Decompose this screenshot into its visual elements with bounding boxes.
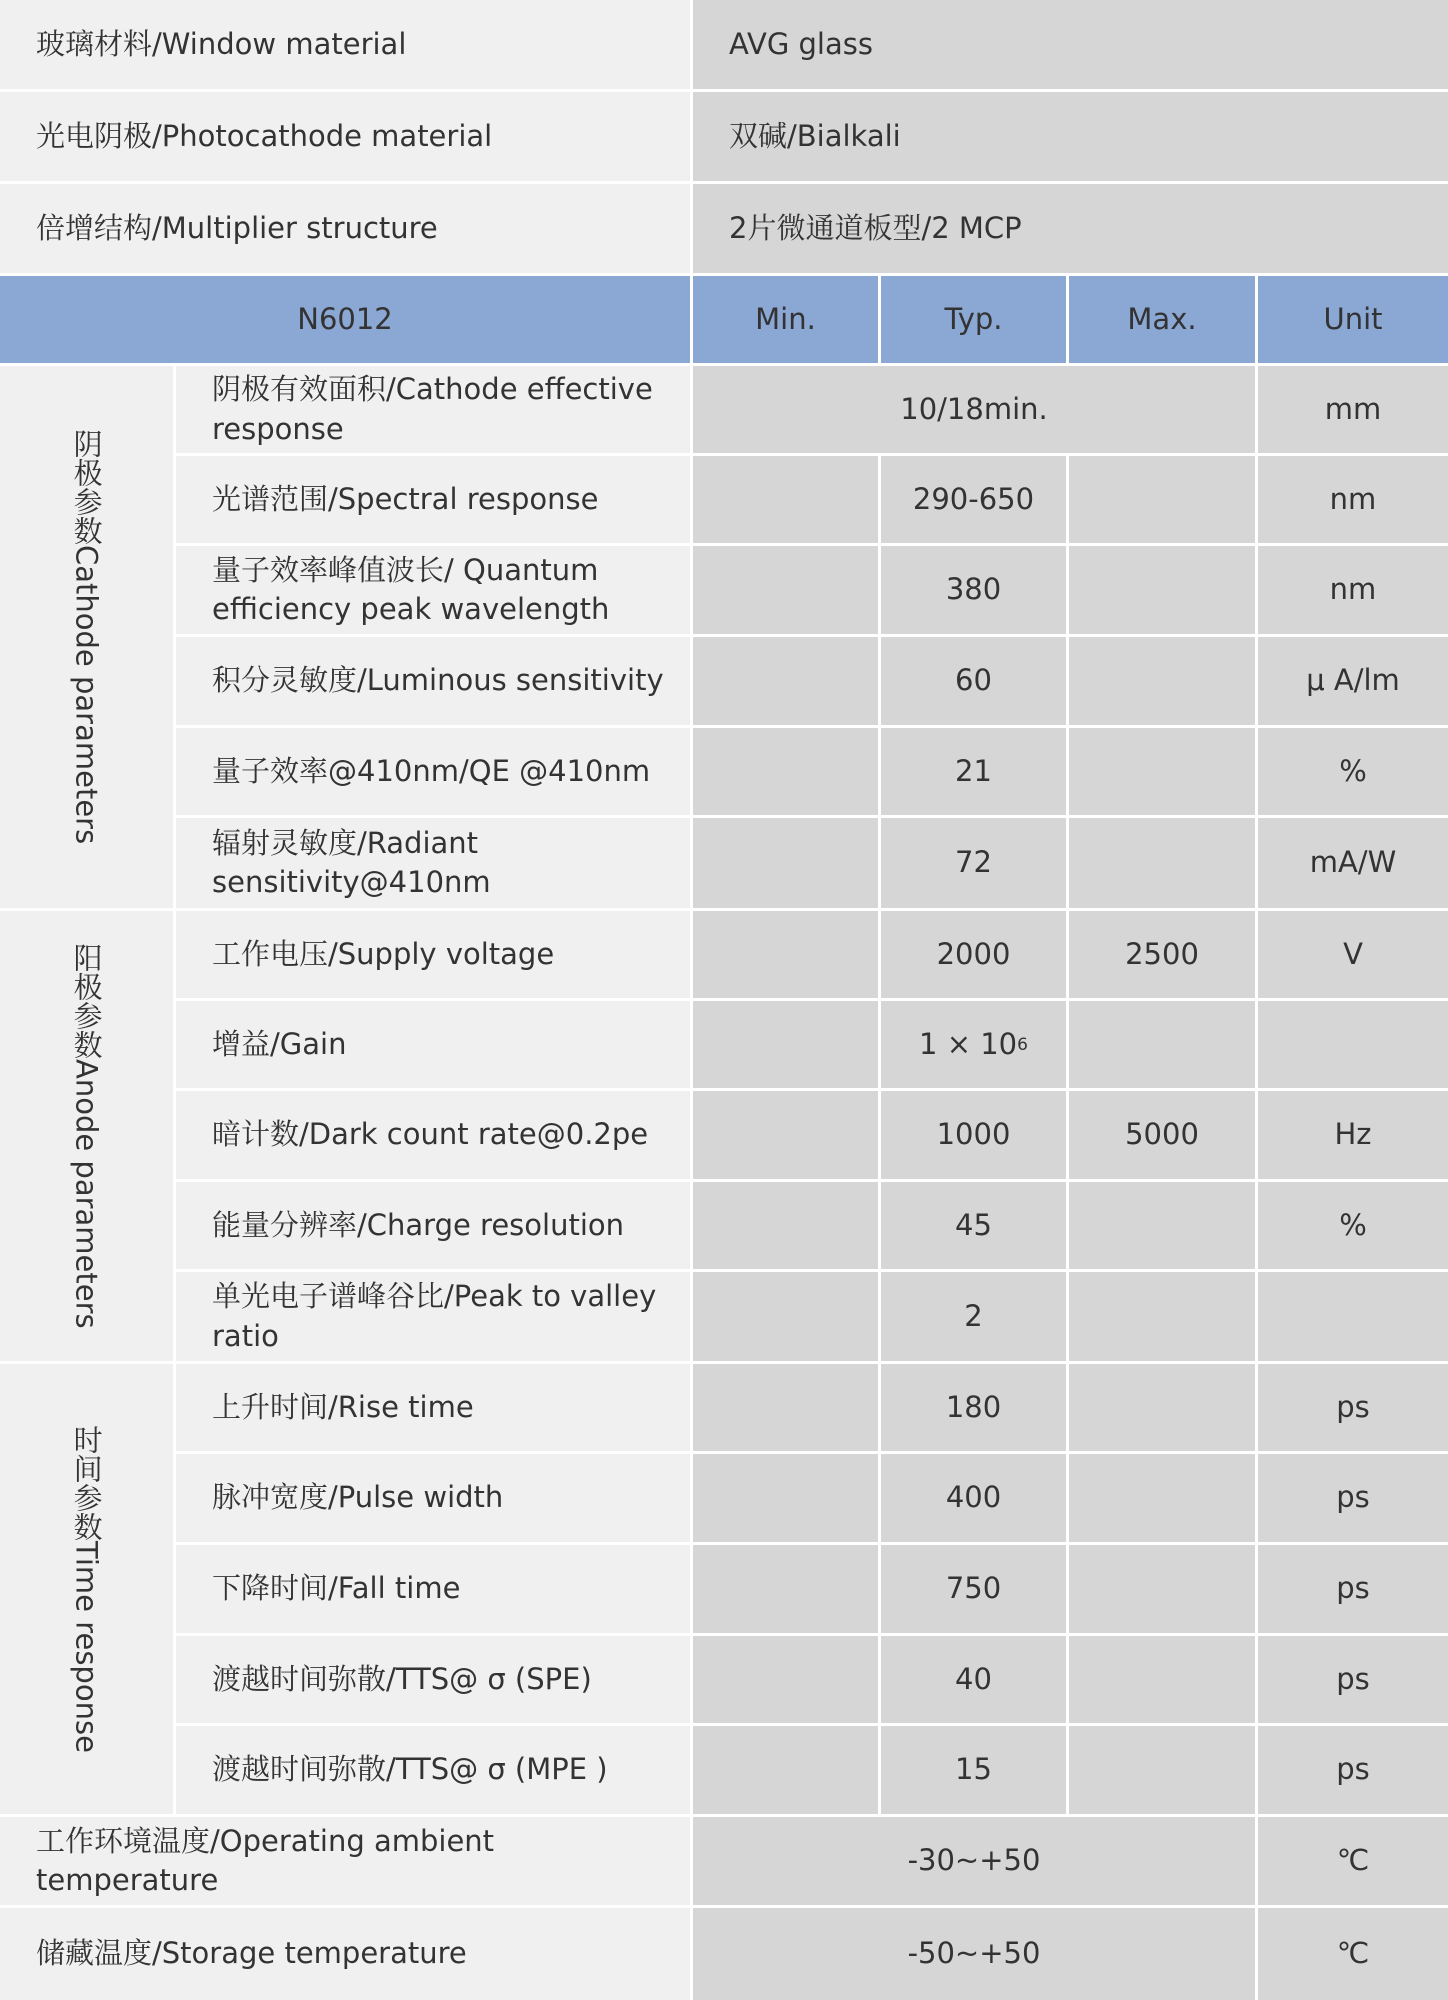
param-max: 2500 <box>1069 911 1255 998</box>
param-typ: 1 × 10 6 <box>881 1001 1066 1088</box>
param-unit <box>1258 1001 1448 1088</box>
param-unit: ps <box>1258 1636 1448 1723</box>
param-name: 渡越时间弥散/TTS@ σ (SPE) <box>176 1636 690 1723</box>
gain-base: 1 × 10 <box>919 1026 1018 1061</box>
param-max <box>1069 1182 1255 1269</box>
env-label-storage: 储藏温度/Storage temperature <box>0 1908 690 2000</box>
param-typ: 290-650 <box>881 456 1066 543</box>
param-typ: 72 <box>881 818 1066 908</box>
param-max <box>1069 637 1255 725</box>
param-min <box>693 1726 878 1814</box>
param-min <box>693 1091 878 1179</box>
param-max <box>1069 546 1255 634</box>
param-max <box>1069 1545 1255 1633</box>
param-name: 下降时间/Fall time <box>176 1545 690 1633</box>
param-max <box>1069 1454 1255 1542</box>
param-min <box>693 818 878 908</box>
param-min <box>693 456 878 543</box>
param-max <box>1069 1364 1255 1451</box>
group-anode-en: Anode parameters <box>69 1059 104 1329</box>
param-name: 单光电子谱峰谷比/Peak to valley ratio <box>176 1272 690 1361</box>
param-name: 积分灵敏度/Luminous sensitivity <box>176 637 690 725</box>
param-name: 暗计数/Dark count rate@0.2pe <box>176 1091 690 1179</box>
header-unit: Unit <box>1258 276 1448 363</box>
header-typ: Typ. <box>881 276 1066 363</box>
param-name: 增益/Gain <box>176 1001 690 1088</box>
header-min: Min. <box>693 276 878 363</box>
param-min <box>693 1636 878 1723</box>
param-typ: 180 <box>881 1364 1066 1451</box>
param-unit: ps <box>1258 1364 1448 1451</box>
param-typ: 380 <box>881 546 1066 634</box>
param-name: 工作电压/Supply voltage <box>176 911 690 998</box>
param-unit: ps <box>1258 1545 1448 1633</box>
param-unit: μ A/lm <box>1258 637 1448 725</box>
param-name: 光谱范围/Spectral response <box>176 456 690 543</box>
env-unit-operating: ℃ <box>1258 1817 1448 1905</box>
param-name: 辐射灵敏度/Radiant sensitivity@410nm <box>176 818 690 908</box>
env-unit-storage: ℃ <box>1258 1908 1448 2000</box>
header-model: N6012 <box>0 276 690 363</box>
param-typ: 60 <box>881 637 1066 725</box>
param-name: 量子效率@410nm/QE @410nm <box>176 728 690 815</box>
param-unit: ps <box>1258 1454 1448 1542</box>
param-unit: mm <box>1258 366 1448 453</box>
header-max: Max. <box>1069 276 1255 363</box>
param-max <box>1069 456 1255 543</box>
param-unit: % <box>1258 1182 1448 1269</box>
param-name: 脉冲宽度/Pulse width <box>176 1454 690 1542</box>
param-name: 上升时间/Rise time <box>176 1364 690 1451</box>
param-min <box>693 728 878 815</box>
info-label-photocathode: 光电阴极/Photocathode material <box>0 92 690 181</box>
param-max: 5000 <box>1069 1091 1255 1179</box>
group-time-en: Time response <box>69 1541 104 1753</box>
env-label-operating: 工作环境温度/Operating ambient temperature <box>0 1817 690 1905</box>
param-unit: V <box>1258 911 1448 998</box>
param-min <box>693 911 878 998</box>
param-unit: mA/W <box>1258 818 1448 908</box>
param-merged-value: 10/18min. <box>693 366 1255 453</box>
param-name: 能量分辨率/Charge resolution <box>176 1182 690 1269</box>
param-unit: % <box>1258 728 1448 815</box>
param-name: 渡越时间弥散/TTS@ σ (MPE ) <box>176 1726 690 1814</box>
group-cathode-en: Cathode parameters <box>69 545 104 845</box>
param-typ: 21 <box>881 728 1066 815</box>
param-min <box>693 1272 878 1361</box>
info-label-window: 玻璃材料/Window material <box>0 0 690 89</box>
param-unit: ps <box>1258 1726 1448 1814</box>
group-time-cn: 时间参数 <box>69 1425 104 1542</box>
param-max <box>1069 1726 1255 1814</box>
info-value-multiplier: 2片微通道板型/2 MCP <box>693 184 1448 273</box>
param-max <box>1069 818 1255 908</box>
info-value-photocathode: 双碱/Bialkali <box>693 92 1448 181</box>
env-value-storage: -50~+50 <box>693 1908 1255 2000</box>
param-name: 阴极有效面积/Cathode effective response <box>176 366 690 453</box>
param-typ: 2000 <box>881 911 1066 998</box>
param-unit <box>1258 1272 1448 1361</box>
param-min <box>693 1364 878 1451</box>
param-max <box>1069 1001 1255 1088</box>
param-typ: 15 <box>881 1726 1066 1814</box>
param-min <box>693 546 878 634</box>
param-unit: nm <box>1258 546 1448 634</box>
group-anode-cn: 阳极参数 <box>69 943 104 1060</box>
param-typ: 2 <box>881 1272 1066 1361</box>
param-unit: Hz <box>1258 1091 1448 1179</box>
info-value-window: AVG glass <box>693 0 1448 89</box>
group-cathode-cn: 阴极参数 <box>69 429 104 546</box>
param-name: 量子效率峰值波长/ Quantum efficiency peak wavelength <box>176 546 690 634</box>
param-max <box>1069 1636 1255 1723</box>
param-max <box>1069 728 1255 815</box>
param-min <box>693 1454 878 1542</box>
param-min <box>693 1182 878 1269</box>
param-typ: 750 <box>881 1545 1066 1633</box>
param-min <box>693 1545 878 1633</box>
group-anode <box>0 911 173 1361</box>
param-typ: 400 <box>881 1454 1066 1542</box>
param-min <box>693 1001 878 1088</box>
info-label-multiplier: 倍增结构/Multiplier structure <box>0 184 690 273</box>
group-cathode <box>0 366 173 908</box>
param-typ: 45 <box>881 1182 1066 1269</box>
param-min <box>693 637 878 725</box>
group-time <box>0 1364 173 1814</box>
param-typ: 40 <box>881 1636 1066 1723</box>
env-value-operating: -30~+50 <box>693 1817 1255 1905</box>
param-unit: nm <box>1258 456 1448 543</box>
param-max <box>1069 1272 1255 1361</box>
param-typ: 1000 <box>881 1091 1066 1179</box>
